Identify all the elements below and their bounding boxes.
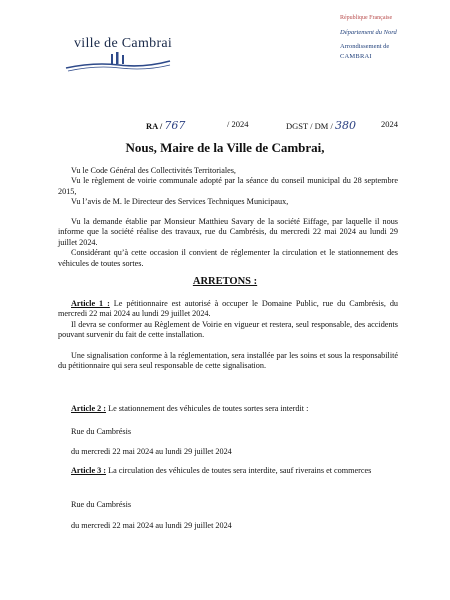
article-3-text: La circulation des véhicules de toutes sera interdite, sauf riverains et commerces: [108, 466, 372, 475]
article-1-text3: Une signalisation conforme à la réglementation, sera installée par les soins et sous la responsabilité du pétitionnaire qui sera seul responsable de cette signalisation.: [58, 350, 398, 371]
article-3-dates: [58, 521, 398, 531]
article-2-text: Le stationnement des véhicules de toutes sortes sera interdit :: [108, 404, 309, 413]
republique-label: République Française: [340, 15, 393, 21]
considerant-paragraph: Considérant qu’à cette occasion il convient de réglementer la circulation et le stationnement des véhicules de toutes sortes.: [58, 248, 398, 268]
vu-item: Vu l’avis de M. le Directeur des Services Techniques Municipaux,: [71, 197, 289, 207]
city-logo-icon: [64, 52, 174, 74]
article-3-dates-text: du mercredi 22 mai 2024 au lundi 29 juillet 2024: [71, 521, 232, 530]
article-2-street: [58, 427, 398, 437]
article-1: [58, 299, 398, 371]
city-logo-text: ville de Cambrai: [74, 36, 173, 51]
article-2-dates-text: du mercredi 22 mai 2024 au lundi 29 juillet 2024: [71, 447, 232, 456]
article-3-street-text: Rue du Cambrésis: [71, 500, 132, 509]
article-3: [58, 466, 398, 476]
vu-item: Vu le Code Général des Collectivités Territoriales,: [71, 166, 236, 175]
page-title: Nous, Maire de la Ville de Cambrai,: [125, 140, 325, 155]
ra-number: 767: [164, 119, 186, 132]
demande-section: [58, 217, 398, 269]
article-2: [58, 404, 398, 414]
arretons-heading: ARRETONS :: [192, 276, 258, 287]
demande-paragraph: Vu la demande établie par Monsieur Matthieu Savary de la société Eiffage, par laquelle il nous informe que la société réalise des travaux, rue du Cambrésis, du mercredi 22 mai 2024 au lundi 29 juillet 2024.: [58, 217, 398, 247]
vu-section: [58, 166, 398, 208]
article-3-label: Article 3 :: [71, 466, 107, 475]
article-1-text2: Il devra se conformer au Règlement de Voirie en vigueur et restera, seul responsable, des accidents pouvant survenir du fait de cette installation.: [58, 319, 398, 340]
article-2-label: Article 2 :: [71, 404, 107, 413]
dgst-year: 2024: [381, 119, 398, 129]
departement-label: Département du Nord: [340, 28, 397, 36]
dgst-number: 380: [334, 119, 356, 132]
ra-year: / 2024: [227, 119, 249, 129]
article-1-label: Article 1 :: [71, 299, 110, 308]
dgst-reference: [286, 119, 356, 132]
dgst-label: DGST / DM /: [286, 121, 333, 131]
ra-reference: [146, 119, 185, 132]
arrondissement-city: CAMBRAI: [340, 52, 372, 60]
article-3-street: [58, 500, 398, 510]
arrondissement-label: Arrondissement de: [340, 43, 390, 51]
article-2-dates: [58, 447, 398, 457]
vu-item: Vu le règlement de voirie communale adopté par la séance du conseil municipal du 28 septembre 2015,: [58, 176, 398, 196]
article-2-street-text: Rue du Cambrésis: [71, 427, 132, 436]
article-1-text: Le pétitionnaire est autorisé à occuper le Domaine Public, rue du Cambrésis, du mercredi 22 mai 2024 au lundi 29 juillet 2024.: [58, 299, 399, 319]
administrative-header: [340, 14, 436, 61]
ra-label: RA /: [146, 121, 163, 131]
